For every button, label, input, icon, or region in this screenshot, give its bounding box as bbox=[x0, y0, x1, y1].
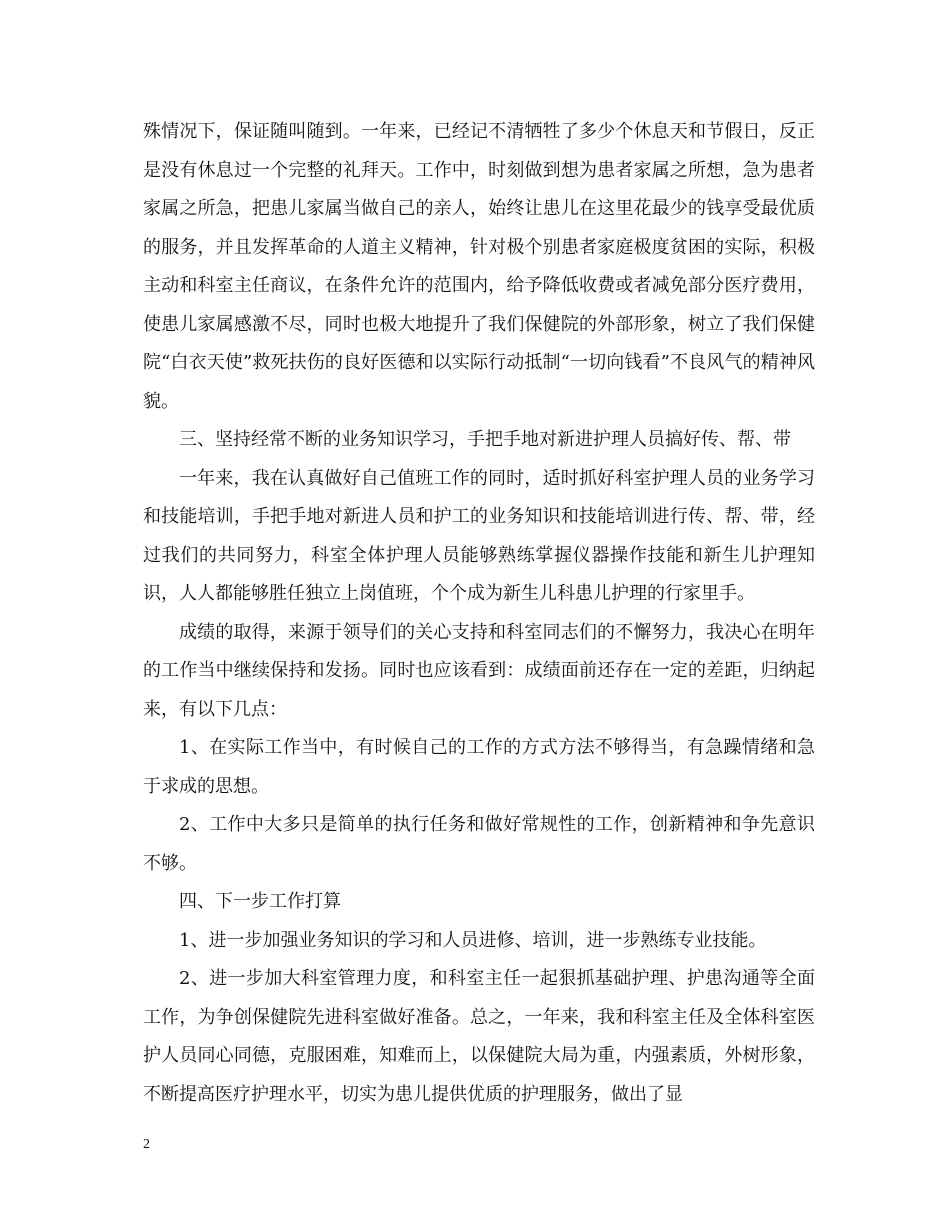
section-heading-four: 四、下一步工作打算 bbox=[179, 891, 341, 912]
list-item-plan-1: 1、进一步加强业务知识的学习和人员进修、培训，进一步熟练专业技能。 bbox=[179, 929, 767, 951]
paragraph-training: 一年来，我在认真做好自己值班工作的同时，适时抓好科室护理人员的业务学习和技能培训，手把手地对新进人员和护工的业务知识和技能培训进行传、帮、带，经过我们的共同努力，科室全体护理人员能够熟练掌握仪器操作技能和新生儿护理知识，人人都能够胜任独立上岗值班，个个成为新生儿科患儿护理的行家里手。 bbox=[143, 467, 815, 604]
paragraph-achievements: 成绩的取得，来源于领导们的关心支持和科室同志们的不懈努力，我决心在明年的工作当中继续保持和发扬。同时也应该看到：成绩面前还存在一定的差距，归纳起来，有以下几点： bbox=[143, 621, 815, 720]
document-body bbox=[143, 113, 815, 1114]
list-item-plan-2: 2、进一步加大科室管理力度，和科室主任一起狠抓基础护理、护患沟通等全面工作，为争创保健院先进科室做好准备。总之，一年来，我和科室主任及全体科室医护人员同心同德，克服困难，知难而上，以保健院大局为重，内强素质，外树形象，不断提高医疗护理水平，切实为患儿提供优质的护理服务，做出了显 bbox=[143, 968, 815, 1105]
section-heading-three: 三、坚持经常不断的业务知识学习，手把手地对新进护理人员搞好传、帮、带 bbox=[179, 429, 791, 450]
page-number: 2 bbox=[143, 1137, 150, 1152]
list-item-shortcoming-2: 2、工作中大多只是简单的执行任务和做好常规性的工作，创新精神和争先意识不够。 bbox=[143, 814, 815, 874]
paragraph-continuation: 殊情况下，保证随叫随到。一年来，已经记不清牺牲了多少个休息天和节假日，反正是没有休息过一个完整的礼拜天。工作中，时刻做到想为患者家属之所想，急为患者家属之所急，把患儿家属当做自己的亲人，始终让患儿在这里花最少的钱享受最优质的服务，并且发挥革命的人道主义精神，针对极个别患者家庭极度贫困的实际，积极主动和科室主任商议，在条件允许的范围内，给予降低收费或者减免部分医疗费用，使患儿家属感激不尽，同时也极大地提升了我们保健院的外部形象，树立了我们保健院“白衣天使”救死扶伤的良好医德和以实际行动抵制“一切向钱看”不良风气的精神风貌。 bbox=[143, 121, 815, 412]
list-item-shortcoming-1: 1、在实际工作当中，有时候自己的工作的方式方法不够得当，有急躁情绪和急于求成的思想。 bbox=[143, 737, 815, 797]
